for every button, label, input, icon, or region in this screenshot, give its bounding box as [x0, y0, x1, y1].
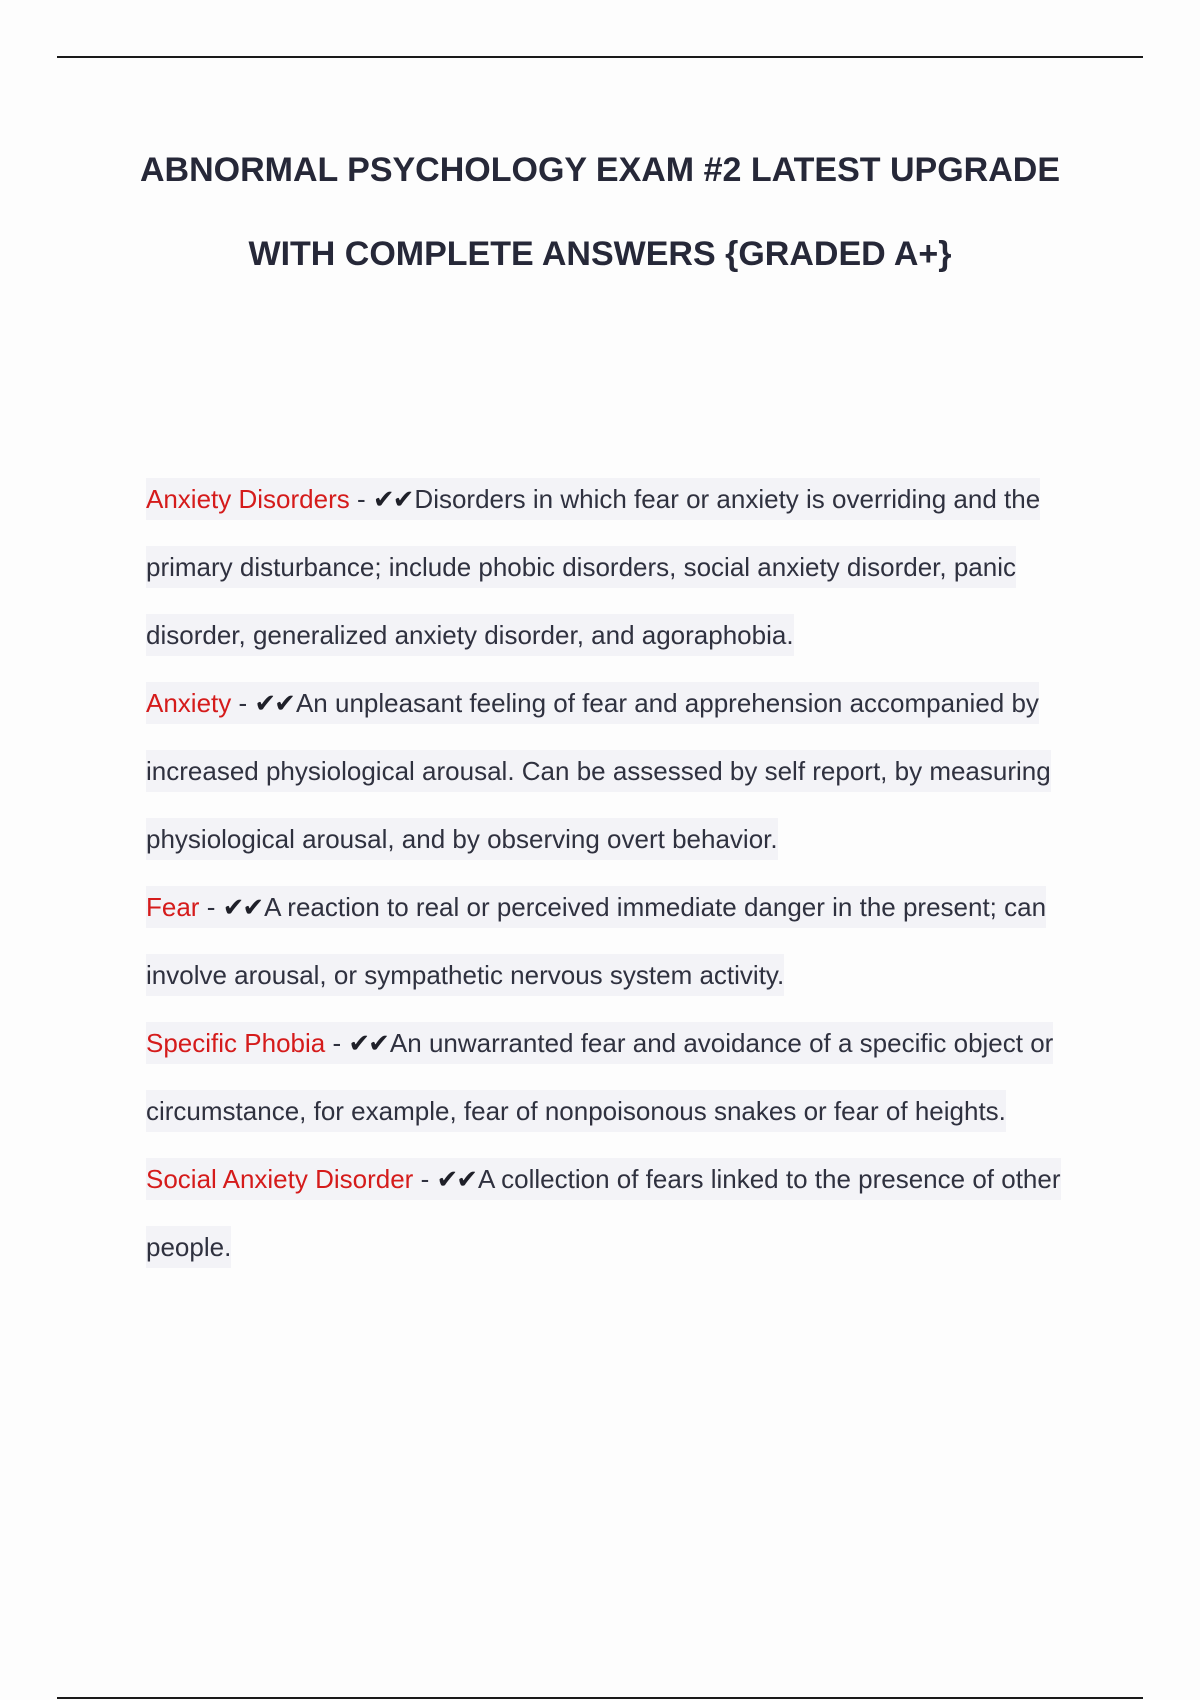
flashcard-list [146, 465, 1096, 1281]
entry-term: Anxiety Disorders [146, 484, 350, 514]
document-title: ABNORMAL PSYCHOLOGY EXAM #2 LATEST UPGRADE WITH COMPLETE ANSWERS {GRADED A+} [140, 151, 1060, 273]
double-check-icon: ✔✔ [436, 1164, 477, 1194]
entry-definition: A reaction to real or perceived immediate danger in the present; can involve arousal, or sympathetic nervous system activity. [146, 892, 1047, 990]
double-check-icon: ✔✔ [222, 892, 263, 922]
entry-anxiety [146, 669, 1096, 873]
entry-term: Specific Phobia [146, 1028, 326, 1058]
entry-social-anxiety-disorder [146, 1145, 1096, 1281]
double-check-icon: ✔✔ [372, 484, 413, 514]
entry-anxiety-disorders [146, 465, 1096, 669]
entry-separator: - [349, 484, 373, 514]
entry-separator: - [413, 1164, 437, 1194]
entry-definition: An unwarranted fear and avoidance of a specific object or circumstance, for example, fear of nonpoisonous snakes or fear of heights. [146, 1028, 1054, 1126]
entry-term: Fear [146, 892, 200, 922]
double-check-icon: ✔✔ [254, 688, 294, 718]
entry-definition: Disorders in which fear or anxiety is overriding and the primary disturbance; include phobic disorders, social anxiety disorder, panic disorder, generalized anxiety disorder, and agoraphobia. [146, 484, 1041, 650]
entry-term: Anxiety [146, 688, 232, 718]
bottom-rule [57, 1697, 1143, 1699]
entry-separator: - [325, 1028, 349, 1058]
entry-definition: An unpleasant feeling of fear and apprehension accompanied by increased physiological arousal. Can be assessed by self report, by measuring physiological arousal, and by observing overt behavior. [146, 688, 1051, 854]
entry-separator: - [231, 688, 255, 718]
entry-fear [146, 873, 1096, 1009]
entry-separator: - [199, 892, 223, 922]
entry-specific-phobia [146, 1009, 1096, 1145]
entry-term: Social Anxiety Disorder [146, 1164, 414, 1194]
double-check-icon: ✔✔ [348, 1028, 388, 1058]
entry-definition: A collection of fears linked to the presence of other people. [146, 1164, 1061, 1262]
top-rule [57, 56, 1143, 58]
